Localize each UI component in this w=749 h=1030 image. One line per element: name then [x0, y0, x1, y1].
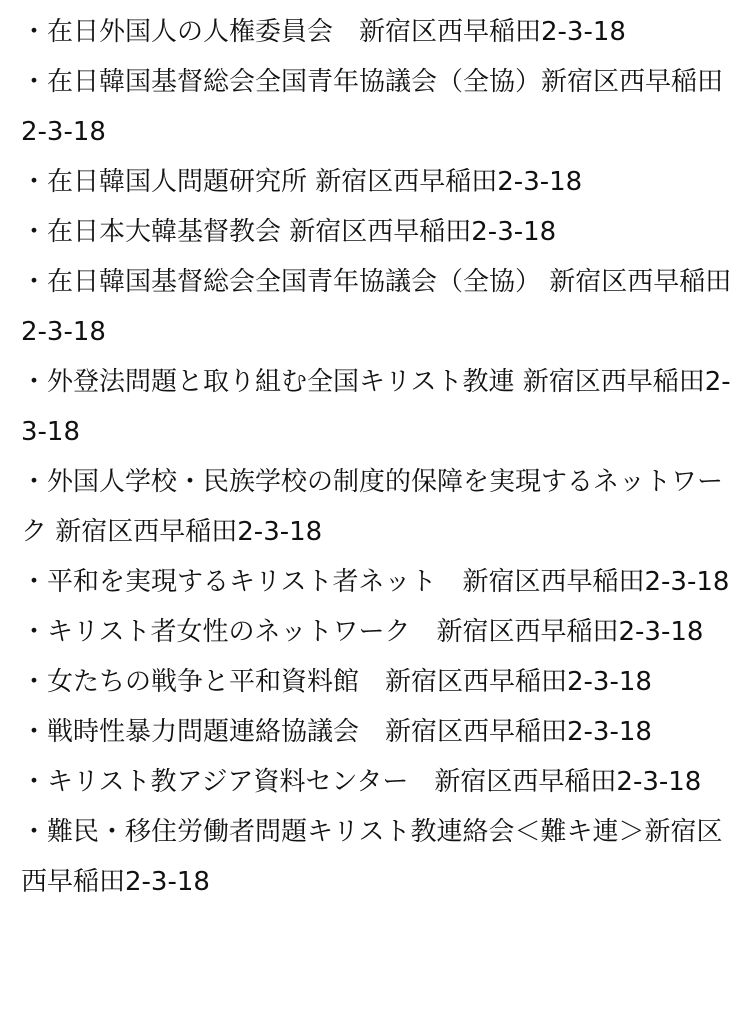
list-item: ・女たちの戦争と平和資料館 新宿区西早稲田2-3-18	[21, 667, 652, 697]
list-item: ・在日韓国基督総会全国青年協議会（全協）新宿区西早稲田2-3-18	[21, 67, 724, 147]
list-item: ・難民・移住労働者問題キリスト教連絡会＜難キ連＞新宿区西早稲田2-3-18	[21, 817, 723, 897]
list-item: ・在日韓国基督総会全国青年協議会（全協） 新宿区西早稲田2-3-18	[21, 267, 732, 347]
organization-list	[21, 7, 733, 907]
list-item: ・外国人学校・民族学校の制度的保障を実現するネットワーク 新宿区西早稲田2-3-18	[21, 467, 724, 547]
list-item: ・平和を実現するキリスト者ネット 新宿区西早稲田2-3-18	[21, 567, 730, 597]
list-item: ・在日韓国人問題研究所 新宿区西早稲田2-3-18	[21, 167, 583, 197]
list-item: ・外登法問題と取り組む全国キリスト教連 新宿区西早稲田2-3-18	[21, 367, 731, 447]
list-item: ・キリスト教アジア資料センター 新宿区西早稲田2-3-18	[21, 767, 702, 797]
list-item: ・在日外国人の人権委員会 新宿区西早稲田2-3-18	[21, 17, 626, 47]
list-item: ・在日本大韓基督教会 新宿区西早稲田2-3-18	[21, 217, 557, 247]
list-item: ・戦時性暴力問題連絡協議会 新宿区西早稲田2-3-18	[21, 717, 652, 747]
list-item: ・キリスト者女性のネットワーク 新宿区西早稲田2-3-18	[21, 617, 704, 647]
